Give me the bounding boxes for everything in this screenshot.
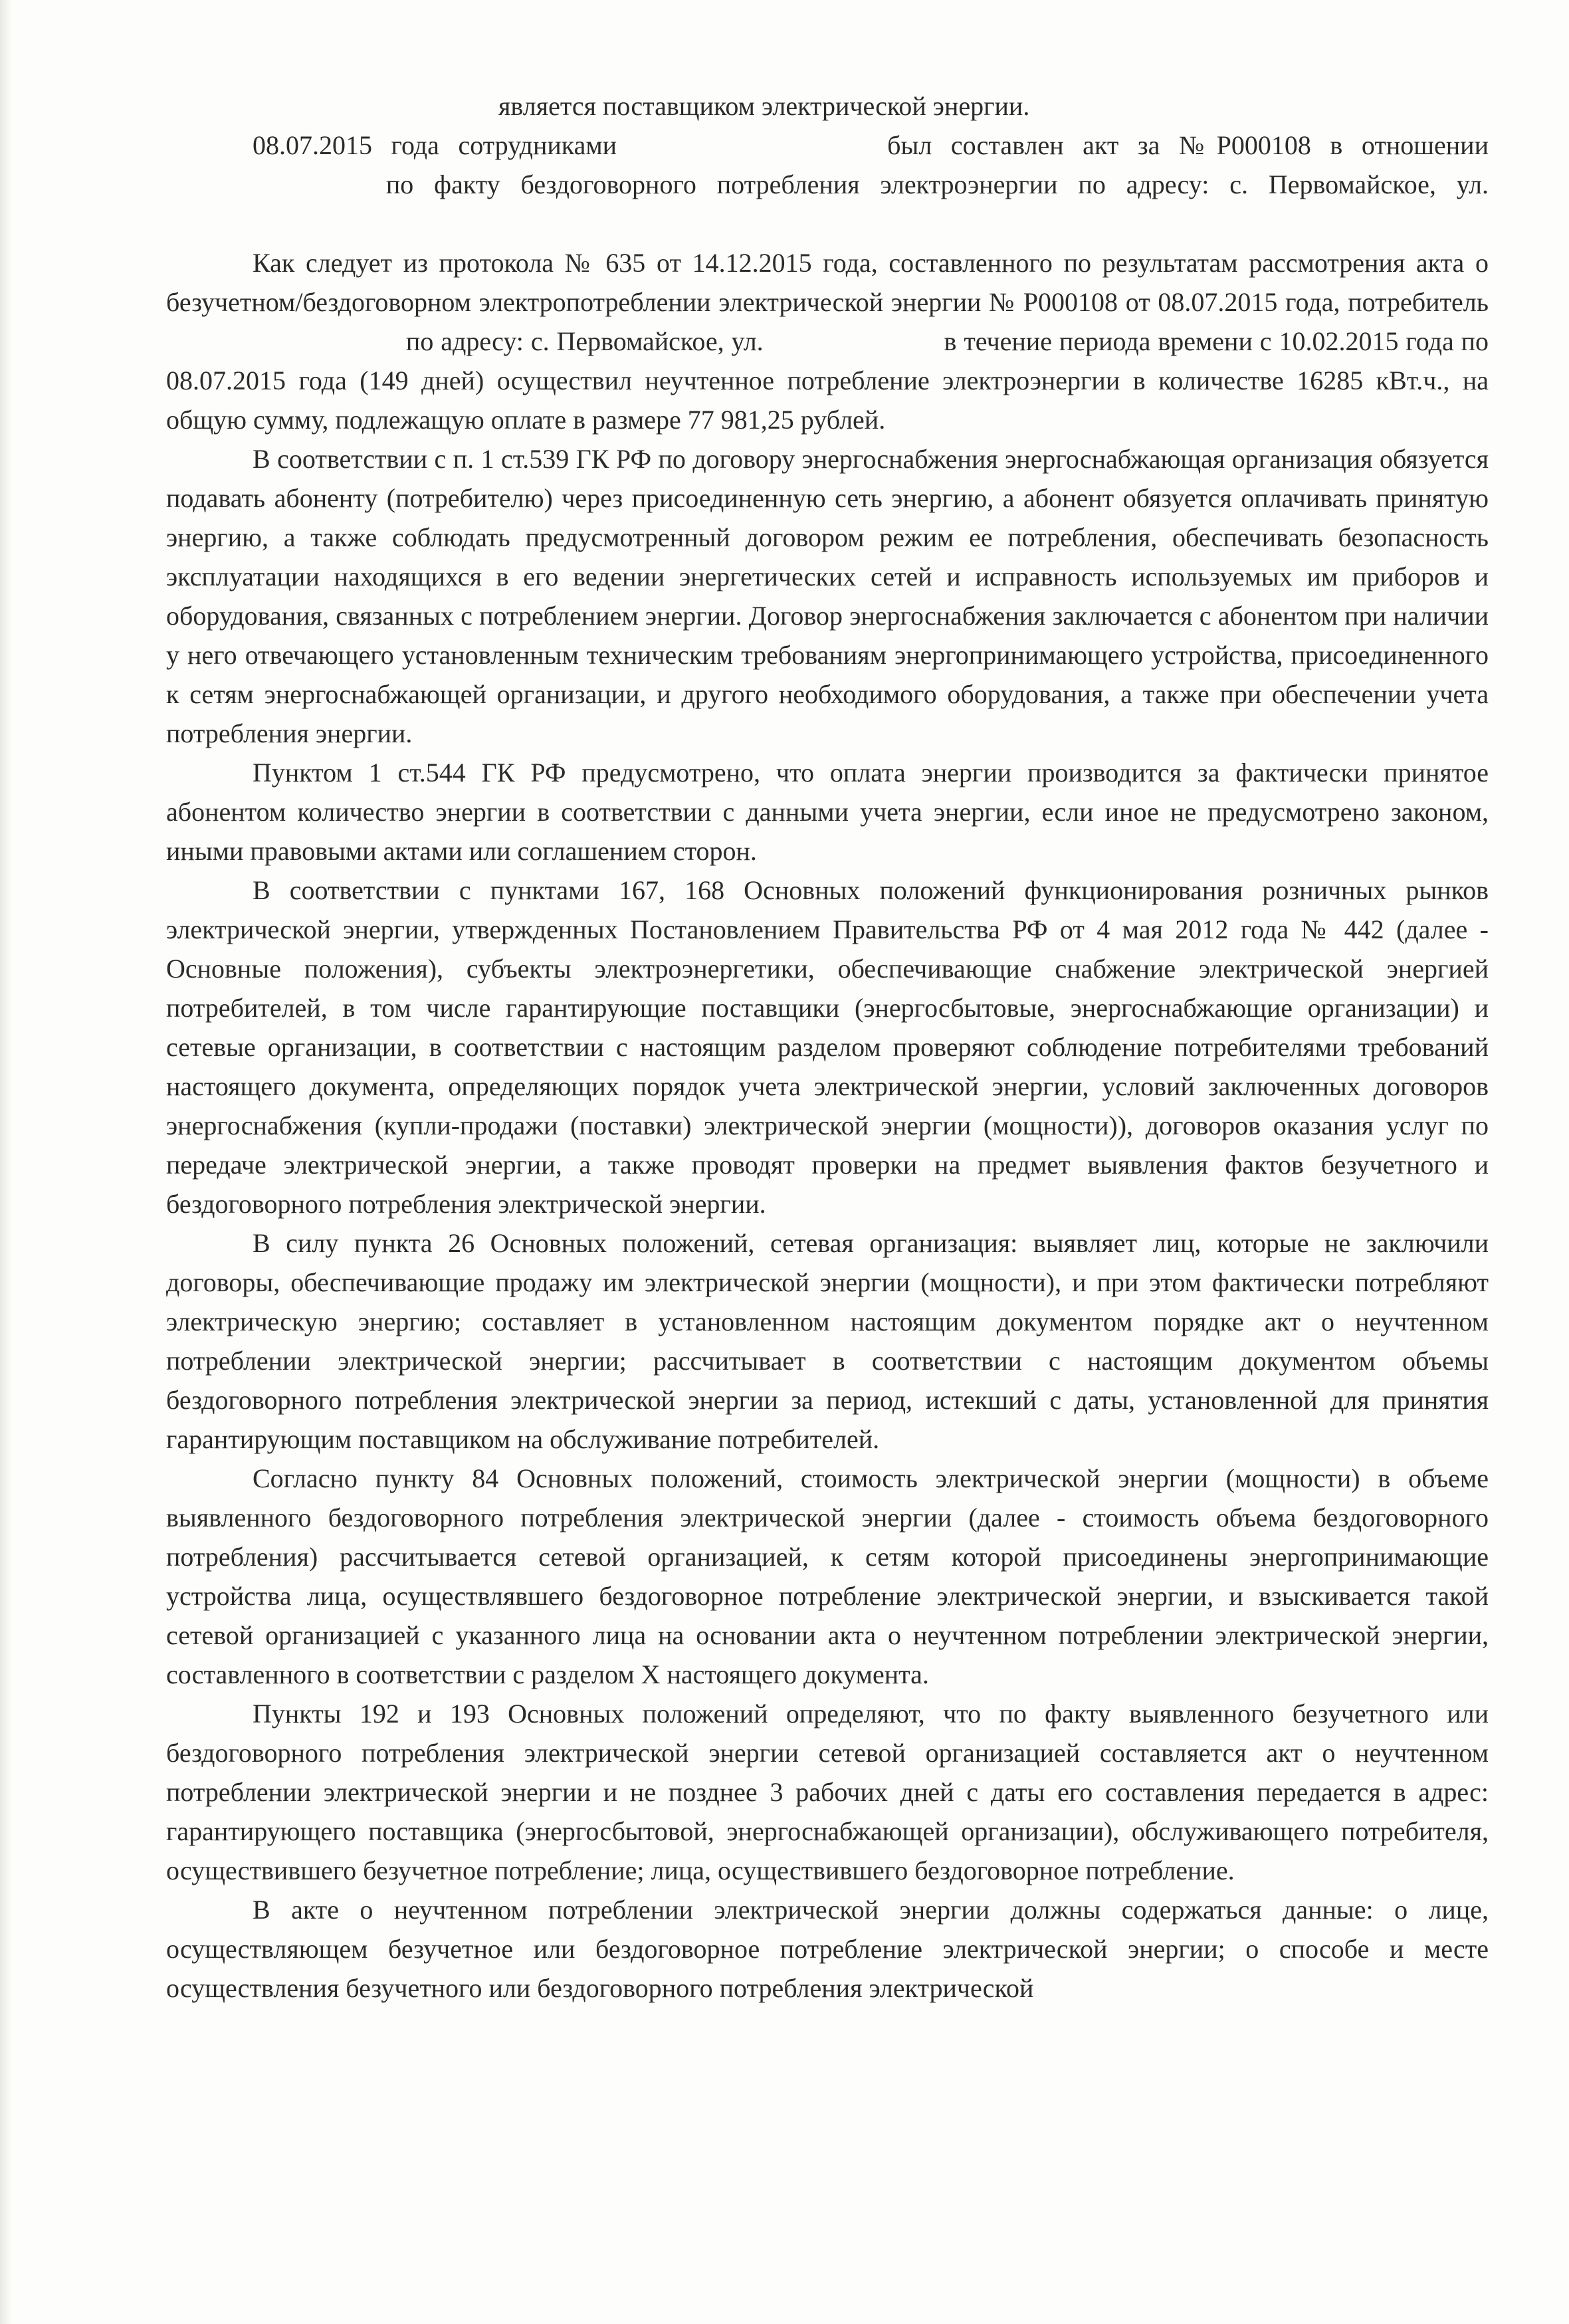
paragraph-act: [166, 126, 1489, 243]
paragraph-items-167-168: В соответствии с пунктами 167, 168 Основных положений функционирования розничных рынков электрической энергии, утвержденных Постановлением Правительства РФ от 4 мая 2012 года № 442 (далее - Основные положения), субъекты электроэнергетики, обеспечивающие снабжение электрической энергией потребителей, в том числе гарантирующие поставщики (энергосбытовые, энергоснабжающие организации) и сетевые организации, в соответствии с настоящим разделом проверяют соблюдение потребителями требований настоящего документа, определяющих порядок учета электрической энергии, условий заключенных договоров энергоснабжения (купли-продажи (поставки) электрической энергии (мощности)), договоров оказания услуг по передаче электрической энергии, а также проводят проверки на предмет выявления фактов безучетного и бездоговорного потребления электрической энергии.: [166, 875, 1489, 1219]
paragraph-protocol-part-3: в течение периода времени с 10.02.2015 года по 08.07.2015 года (149 дней) осуществил неучтенное потребление электроэнергии в количестве 16285 кВт.ч., на общую сумму, подлежащую оплате в размере 77 981,25 рублей.: [166, 326, 1489, 435]
paragraph-act-part-3: по факту бездоговорного потребления электроэнергии по адресу: с. Первомайское, ул.: [385, 169, 1489, 199]
paragraph-items-192-193: Пункты 192 и 193 Основных положений определяют, что по факту выявленного безучетного или бездоговорного потребления электрической энергии сетевой организацией составляется акт о неучтенном потреблении электрической энергии и не позднее 3 рабочих дней с даты его составления передается в адрес: гарантирующего поставщика (энергосбытовой, энергоснабжающей организации), обслуживающего потребителя, осуществившего безучетное потребление; лица, осуществившего бездоговорное потребление.: [166, 1699, 1489, 1885]
paragraph-act-contents: В акте о неучтенном потреблении электрической энергии должны содержаться данные: о лице, осуществляющем безучетное или бездоговорное потребление электрической энергии; о способе и месте осуществления безучетного или бездоговорного потребления электрической: [166, 1895, 1489, 2003]
scan-shadow-edge: [0, 0, 12, 2324]
redacted-person: [166, 174, 366, 201]
paragraph-protocol: [166, 243, 1489, 439]
intro-line: [166, 86, 1489, 126]
redacted-organization: [636, 135, 869, 161]
paragraph-art-539: В соответствии с п. 1 ст.539 ГК РФ по договору энергоснабжения энергоснабжающая организация обязуется подавать абоненту (потребителю) через присоединенную сеть энергию, а абонент обязуется оплачивать принятую энергию, а также соблюдать предусмотренный договором режим ее потребления, обеспечивать безопасность эксплуатации находящихся в его ведении энергетических сетей и исправность используемых им приборов и оборудования, связанных с потреблением энергии. Договор энергоснабжения заключается с абонентом при наличии у него отвечающего установленным техническим требованиям энергопринимающего устройства, присоединенного к сетям энергоснабжающей организации, и другого необходимого оборудования, а также при обеспечении учета потребления энергии.: [166, 444, 1489, 748]
document-body: [166, 86, 1489, 2008]
paragraph-art-544: Пунктом 1 ст.544 ГК РФ предусмотрено, что оплата энергии производится за фактически принятое абонентом количество энергии в соответствии с данными учета энергии, если иное не предусмотрено законом, иными правовыми актами или соглашением сторон.: [166, 758, 1489, 866]
intro-text: является поставщиком электрической энергии.: [498, 91, 1030, 121]
paragraph-protocol-part-1: Как следует из протокола № 635 от 14.12.2015 года, составленного по результатам рассмотрения акта о безучетном/бездоговорном электропотреблении электрической энергии № Р000108 от 08.07.2015 года, потребитель: [166, 248, 1489, 317]
redacted-address: [166, 213, 332, 240]
paragraph-act-part-1: 08.07.2015 года сотрудниками: [253, 130, 617, 160]
paragraph-act-part-2: был составлен акт за №Р000108 в отношении: [887, 130, 1489, 160]
paragraph-item-26: В силу пункта 26 Основных положений, сетевая организация: выявляет лиц, которые не заключили договоры, обеспечивающие продажу им электрической энергии (мощности), и при этом фактически потребляют электрическую энергию; составляет в установленном настоящим документом порядке акт о неучтенном потреблении электрической энергии; рассчитывает в соответствии с настоящим документом объемы бездоговорного потребления электрической энергии за период, истекший с даты, установленной для принятия гарантирующим поставщиком на обслуживание потребителей.: [166, 1228, 1489, 1454]
redacted-consumer: [166, 331, 399, 358]
paragraph-item-84: Согласно пункту 84 Основных положений, стоимость электрической энергии (мощности) в объеме выявленного бездоговорного потребления электрической энергии (далее - стоимость объема бездоговорного потребления) рассчитывается сетевой организацией, к сетям которой присоединены энергопринимающие устройства лица, осуществлявшего бездоговорное потребление электрической энергии, и взыскивается такой сетевой организацией с указанного лица на основании акта о неучтенном потреблении электрической энергии, составленного в соответствии с разделом X настоящего документа.: [166, 1463, 1489, 1689]
redacted-street: [771, 331, 937, 358]
paragraph-protocol-part-2: по адресу: с. Первомайское, ул.: [405, 326, 764, 356]
